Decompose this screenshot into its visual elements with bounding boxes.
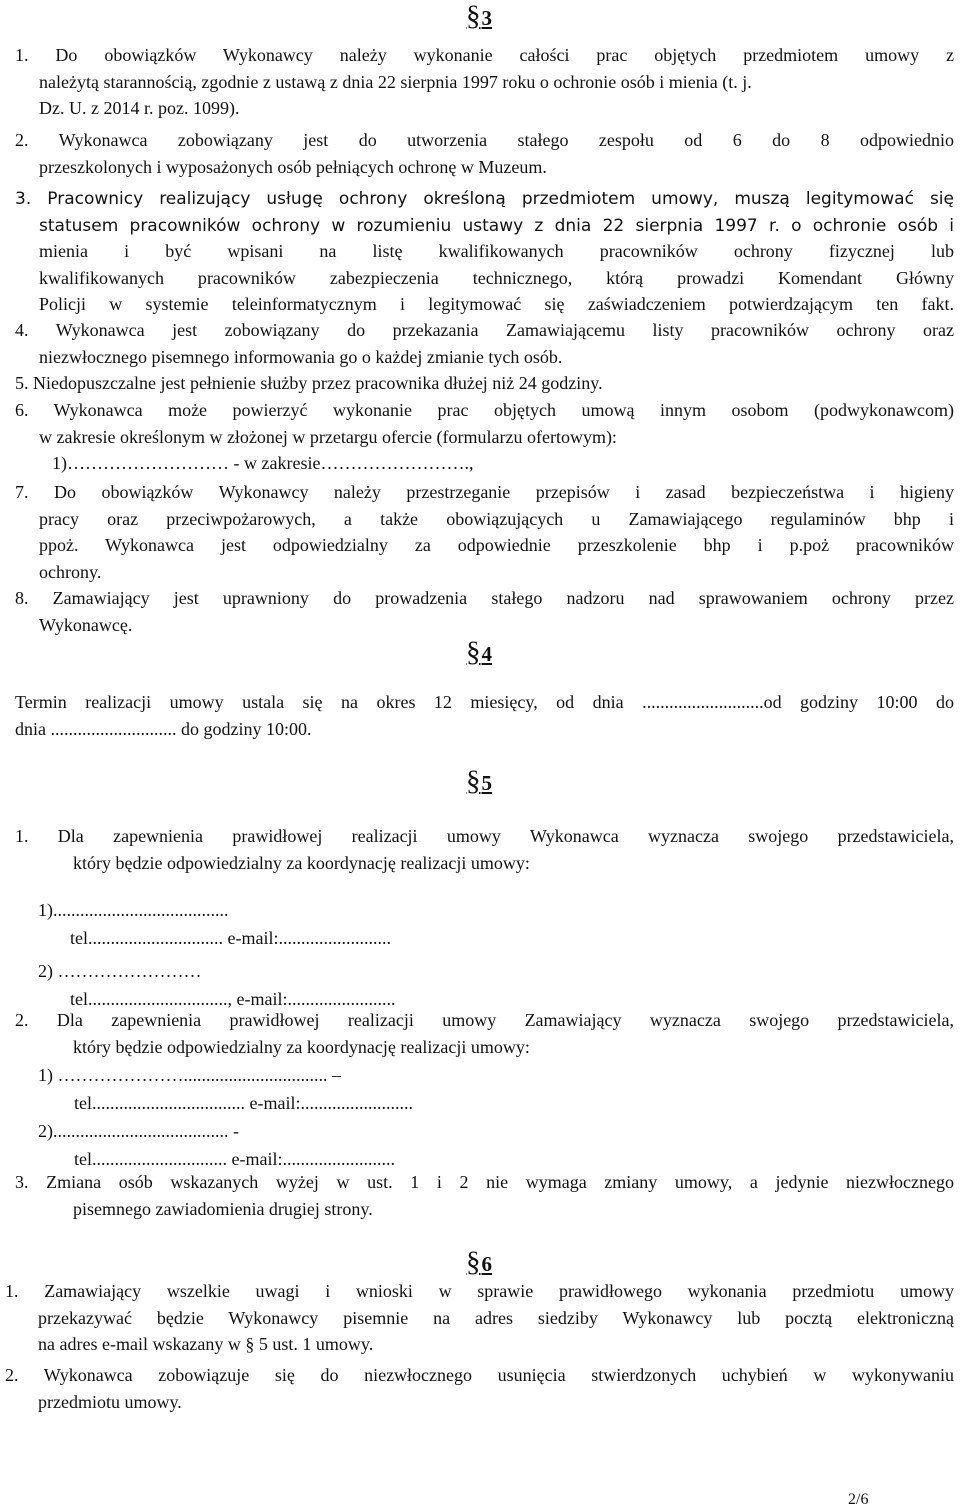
s5-point-3: 3. Zmiana osób wskazanych wyżej w ust. 1 i 2 nie wymaga zmiany umowy, a jedynie niezwłocznego pisemnego zawiadomienia drugiej strony. [15,1172,954,1219]
s5-contractor-representatives: 1)....................................... tel.............................. e-mail:......................... 2) …………………… tel..............................., e-mail:........................ [38,900,396,1009]
section-6-heading: §6 [466,1246,492,1278]
s3-point-3-cont: mienia i być wpisani na listę kwalifikowanych pracowników ochrony fizycznej lub kwalifikowanych pracowników zabezpieczenia technicznego, którą prowadzi Komendant Główny Policji w systemie teleinformatycznym i legitymować się zaświadczeniem potwierdzającym ten fakt. [39,241,954,314]
s3-point-1: 1. Do obowiązków Wykonawcy należy wykonanie całości prac objętych przedmiotem umowy z należytą starannością, zgodnie z ustawą z dnia 22 sierpnia 1997 roku o ochronie osób i mienia (t. j. Dz. U. z 2014 r. poz. 1099). [15,45,954,118]
s3-point-4: 4. Wykonawca jest zobowiązany do przekazania Zamawiającemu listy pracowników ochrony oraz niezwłocznego pisemnego informowania go o każdej zmianie tych osób. [15,320,954,367]
s3-point-5: 5. Niedopuszczalne jest pełnienie służby przez pracownika dłużej niż 24 godziny. [15,373,603,393]
s3-point-3: 3. Pracownicy realizujący usługę ochrony określoną przedmiotem umowy, muszą legitymować się statusem pracowników ochrony w rozumieniu ustawy z dnia 22 sierpnia 1997 r. o ochronie osób i [15,189,954,236]
s5-client-representatives: 1) …………………................................ – tel.................................. e-mail:......................... 2)....................................... - tel.............................. e-mail:......................... [38,1065,413,1169]
s5-point-1: 1. Dla zapewnienia prawidłowej realizacji umowy Wykonawca wyznacza swojego przedstawiciela, który będzie odpowiedzialny za koordynację realizacji umowy: [15,826,954,873]
s3-point-2: 2. Wykonawca zobowiązany jest do utworzenia stałego zespołu od 6 do 8 odpowiednio przeszkolonych i wyposażonych osób pełniących ochronę w Muzeum. [15,130,954,177]
s6-point-2: 2. Wykonawca zobowiązuje się do niezwłocznego usunięcia stwierdzonych uchybień w wykonywaniu przedmiotu umowy. [5,1365,954,1412]
s3-point-6: 6. Wykonawca może powierzyć wykonanie prac objętych umową innym osobom (podwykonawcom) w zakresie określonym w złożonej w przetargu ofercie (formularzu ofertowym): 1)……………………… - w zakresie……………………., [15,400,954,473]
s5-point-2: 2. Dla zapewnienia prawidłowej realizacji umowy Zamawiający wyznacza swojego przedstawiciela, który będzie odpowiedzialny za koordynację realizacji umowy: [15,1010,954,1057]
section-5-heading: §5 [466,765,492,797]
s3-point-7: 7. Do obowiązków Wykonawcy należy przestrzeganie przepisów i zasad bezpieczeństwa i higieny pracy oraz przeciwpożarowych, a także obowiązujących u Zamawiającego regulaminów bhp i ppoż. Wykonawca jest odpowiedzialny za odpowiednie przeszkolenie bhp i p.poż pracowników ochrony. [15,482,954,582]
section-3-heading: §3 [466,0,492,32]
s6-point-1: 1. Zamawiający wszelkie uwagi i wnioski w sprawie prawidłowego wykonania przedmiotu umowy przekazywać będzie Wykonawcy pisemnie na adres siedziby Wykonawcy lub pocztą elektroniczną na adres e-mail wskazany w § 5 ust. 1 umowy. [5,1281,954,1354]
section-4-heading: §4 [466,636,492,668]
s3-point-8: 8. Zamawiający jest uprawniony do prowadzenia stałego nadzoru nad sprawowaniem ochrony przez Wykonawcę. [15,588,954,635]
page-number: 2/6 [848,1491,869,1508]
s4-text: Termin realizacji umowy ustala się na okres 12 miesięcy, od dnia ...........................od godziny 10:00 do dnia ............................ do godziny 10:00. [15,692,954,739]
